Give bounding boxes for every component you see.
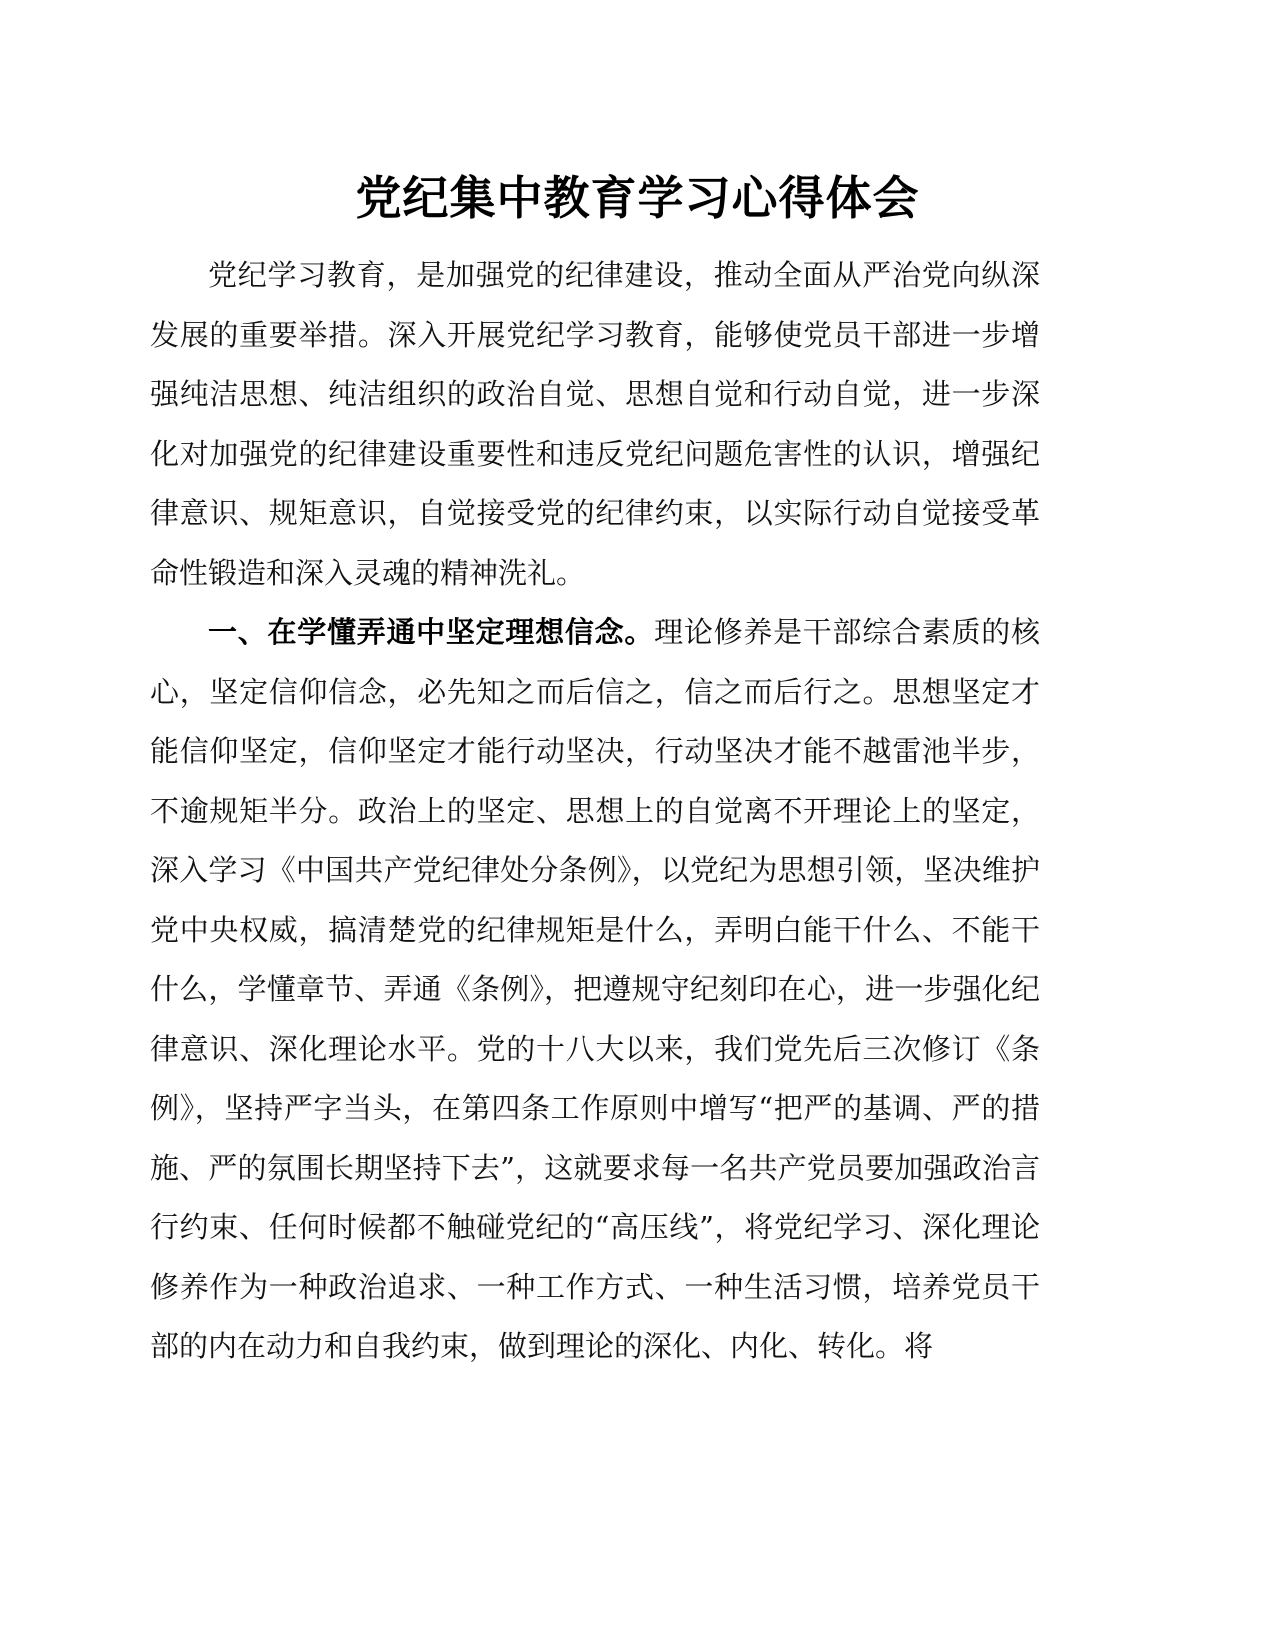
document-body — [150, 246, 1040, 1377]
intro-paragraph: 党纪学习教育，是加强党的纪律建设，推动全面从严治党向纵深发展的重要举措。深入开展党纪学习教育，能够使党员干部进一步增强纯洁思想、纯洁组织的政治自觉、思想自觉和行动自觉，进一步深化对加强党的纪律建设重要性和违反党纪问题危害性的认识，增强纪律意识、规矩意识，自觉接受党的纪律约束，以实际行动自觉接受革命性锻造和深入灵魂的精神洗礼。 — [150, 258, 1040, 590]
section-1-heading: 一、在学懂弄通中坚定理想信念。 — [208, 615, 655, 649]
document-title: 党纪集中教育学习心得体会 — [355, 171, 920, 225]
section-1-paragraph — [150, 603, 1040, 1377]
section-1-text: 理论修养是干部综合素质的核心，坚定信仰信念，必先知之而后信之，信之而后行之。思想坚定才能信仰坚定，信仰坚定才能行动坚决，行动坚决才能不越雷池半步，不逾规矩半分。政治上的坚定、思想上的自觉离不开理论上的坚定，深入学习《中国共产党纪律处分条例》，以党纪为思想引领，坚决维护党中央权威，搞清楚党的纪律规矩是什么，弄明白能干什么、不能干什么，学懂章节、弄通《条例》，把遵规守纪刻印在心，进一步强化纪律意识、深化理论水平。党的十八大以来，我们党先后三次修订《条例》，坚持严字当头，在第四条工作原则中增写“把严的基调、严的措施、严的氛围长期坚持下去”，这就要求每一名共产党员要加强政治言行约束、任何时候都不触碰党纪的“高压线”，将党纪学习、深化理论修养作为一种政治追求、一种工作方式、一种生活习惯，培养党员干部的内在动力和自我约束，做到理论的深化、内化、转化。将 — [150, 615, 1040, 1363]
